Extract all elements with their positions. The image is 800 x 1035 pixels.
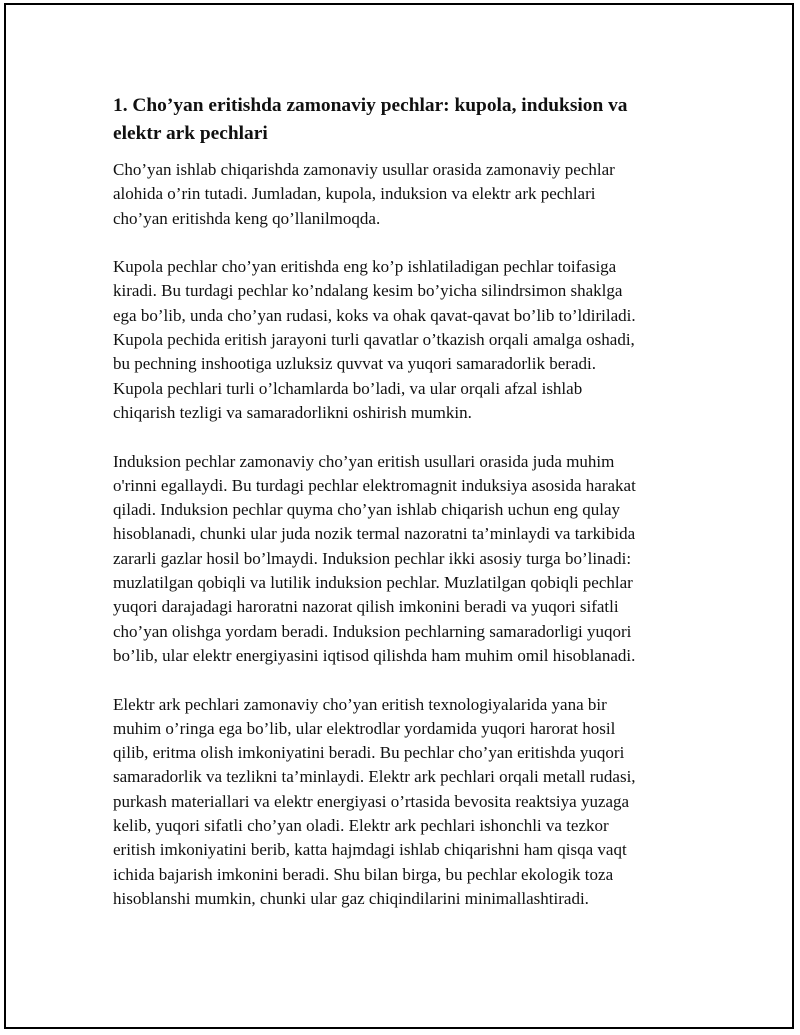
- paragraph-kupola: Kupola pechlar cho’yan eritishda eng ko’p ishlatiladigan pechlar toifasiga kiradi. Bu turdagi pechlar ko’ndalang kesim bo’yicha silindrsimon shaklga ega bo’lib, unda cho’yan rudasi, koks va ohak qavat-qavat bo’lib to’ldiriladi. Kupola pechida eritish jarayoni turli qavatlar o’tkazish orqali amalga oshadi, bu pechning inshootiga uzluksiz quvvat va yuqori samaradorlik beradi. Kupola pechlari turli o’lchamlarda bo’ladi, va ular orqali afzal ishlab chiqarish tezligi va samaradorlikni oshirish mumkin.: [113, 257, 636, 422]
- document-body: [113, 92, 693, 936]
- section-heading: 1. Cho’yan eritishda zamonaviy pechlar: kupola, induksion va elektr ark pechlari: [113, 95, 628, 144]
- paragraph-elektr-ark: Elektr ark pechlari zamonaviy cho’yan eritish texnologiyalarida yana bir muhim o’ringa ega bo’lib, ular elektrodlar yordamida yuqori harorat hosil qilib, eritma olish imkoniyatini beradi. Bu pechlar cho’yan eritishda yuqori samaradorlik va tezlikni ta’minlaydi. Elektr ark pechlari orqali metall rudasi, purkash materiallari va elektr energiyasi o’rtasida bevosita reaktsiya yuzaga kelib, yuqori sifatli cho’yan oladi. Elektr ark pechlari ishonchli va tezkor eritish imkoniyatini berib, katta hajmdagi ishlab chiqarishni ham qisqa vaqt ichida bajarish imkonini beradi. Shu bilan birga, bu pechlar ekologik toza hisoblanshi mumkin, chunki ular gaz chiqindilarini minimallashtiradi.: [113, 694, 636, 908]
- paragraph-intro: Cho’yan ishlab chiqarishda zamonaviy usullar orasida zamonaviy pechlar alohida o’rin tutadi. Jumladan, kupola, induksion va elektr ark pechlari cho’yan eritishda keng qo’llanilmoqda.: [113, 160, 615, 228]
- paragraph-induksion: Induksion pechlar zamonaviy cho’yan eritish usullari orasida juda muhim o'rinni egallaydi. Bu turdagi pechlar elektromagnit induksiya asosida harakat qiladi. Induksion pechlar quyma cho’yan ishlab chiqarish uchun eng qulay hisoblanadi, chunki ular juda nozik termal nazoratni ta’minlaydi va tarkibida zararli gazlar hosil bo’lmaydi. Induksion pechlar ikki asosiy turga bo’linadi: muzlatilgan qobiqli va lutilik induksion pechlar. Muzlatilgan qobiqli pechlar yuqori darajadagi haroratni nazorat qilish imkonini beradi va yuqori sifatli cho’yan olishga yordam beradi. Induksion pechlarning samaradorligi yuqori bo’lib, ular elektr energiyasini iqtisod qilishda ham muhim omil hisoblanadi.: [113, 451, 636, 665]
